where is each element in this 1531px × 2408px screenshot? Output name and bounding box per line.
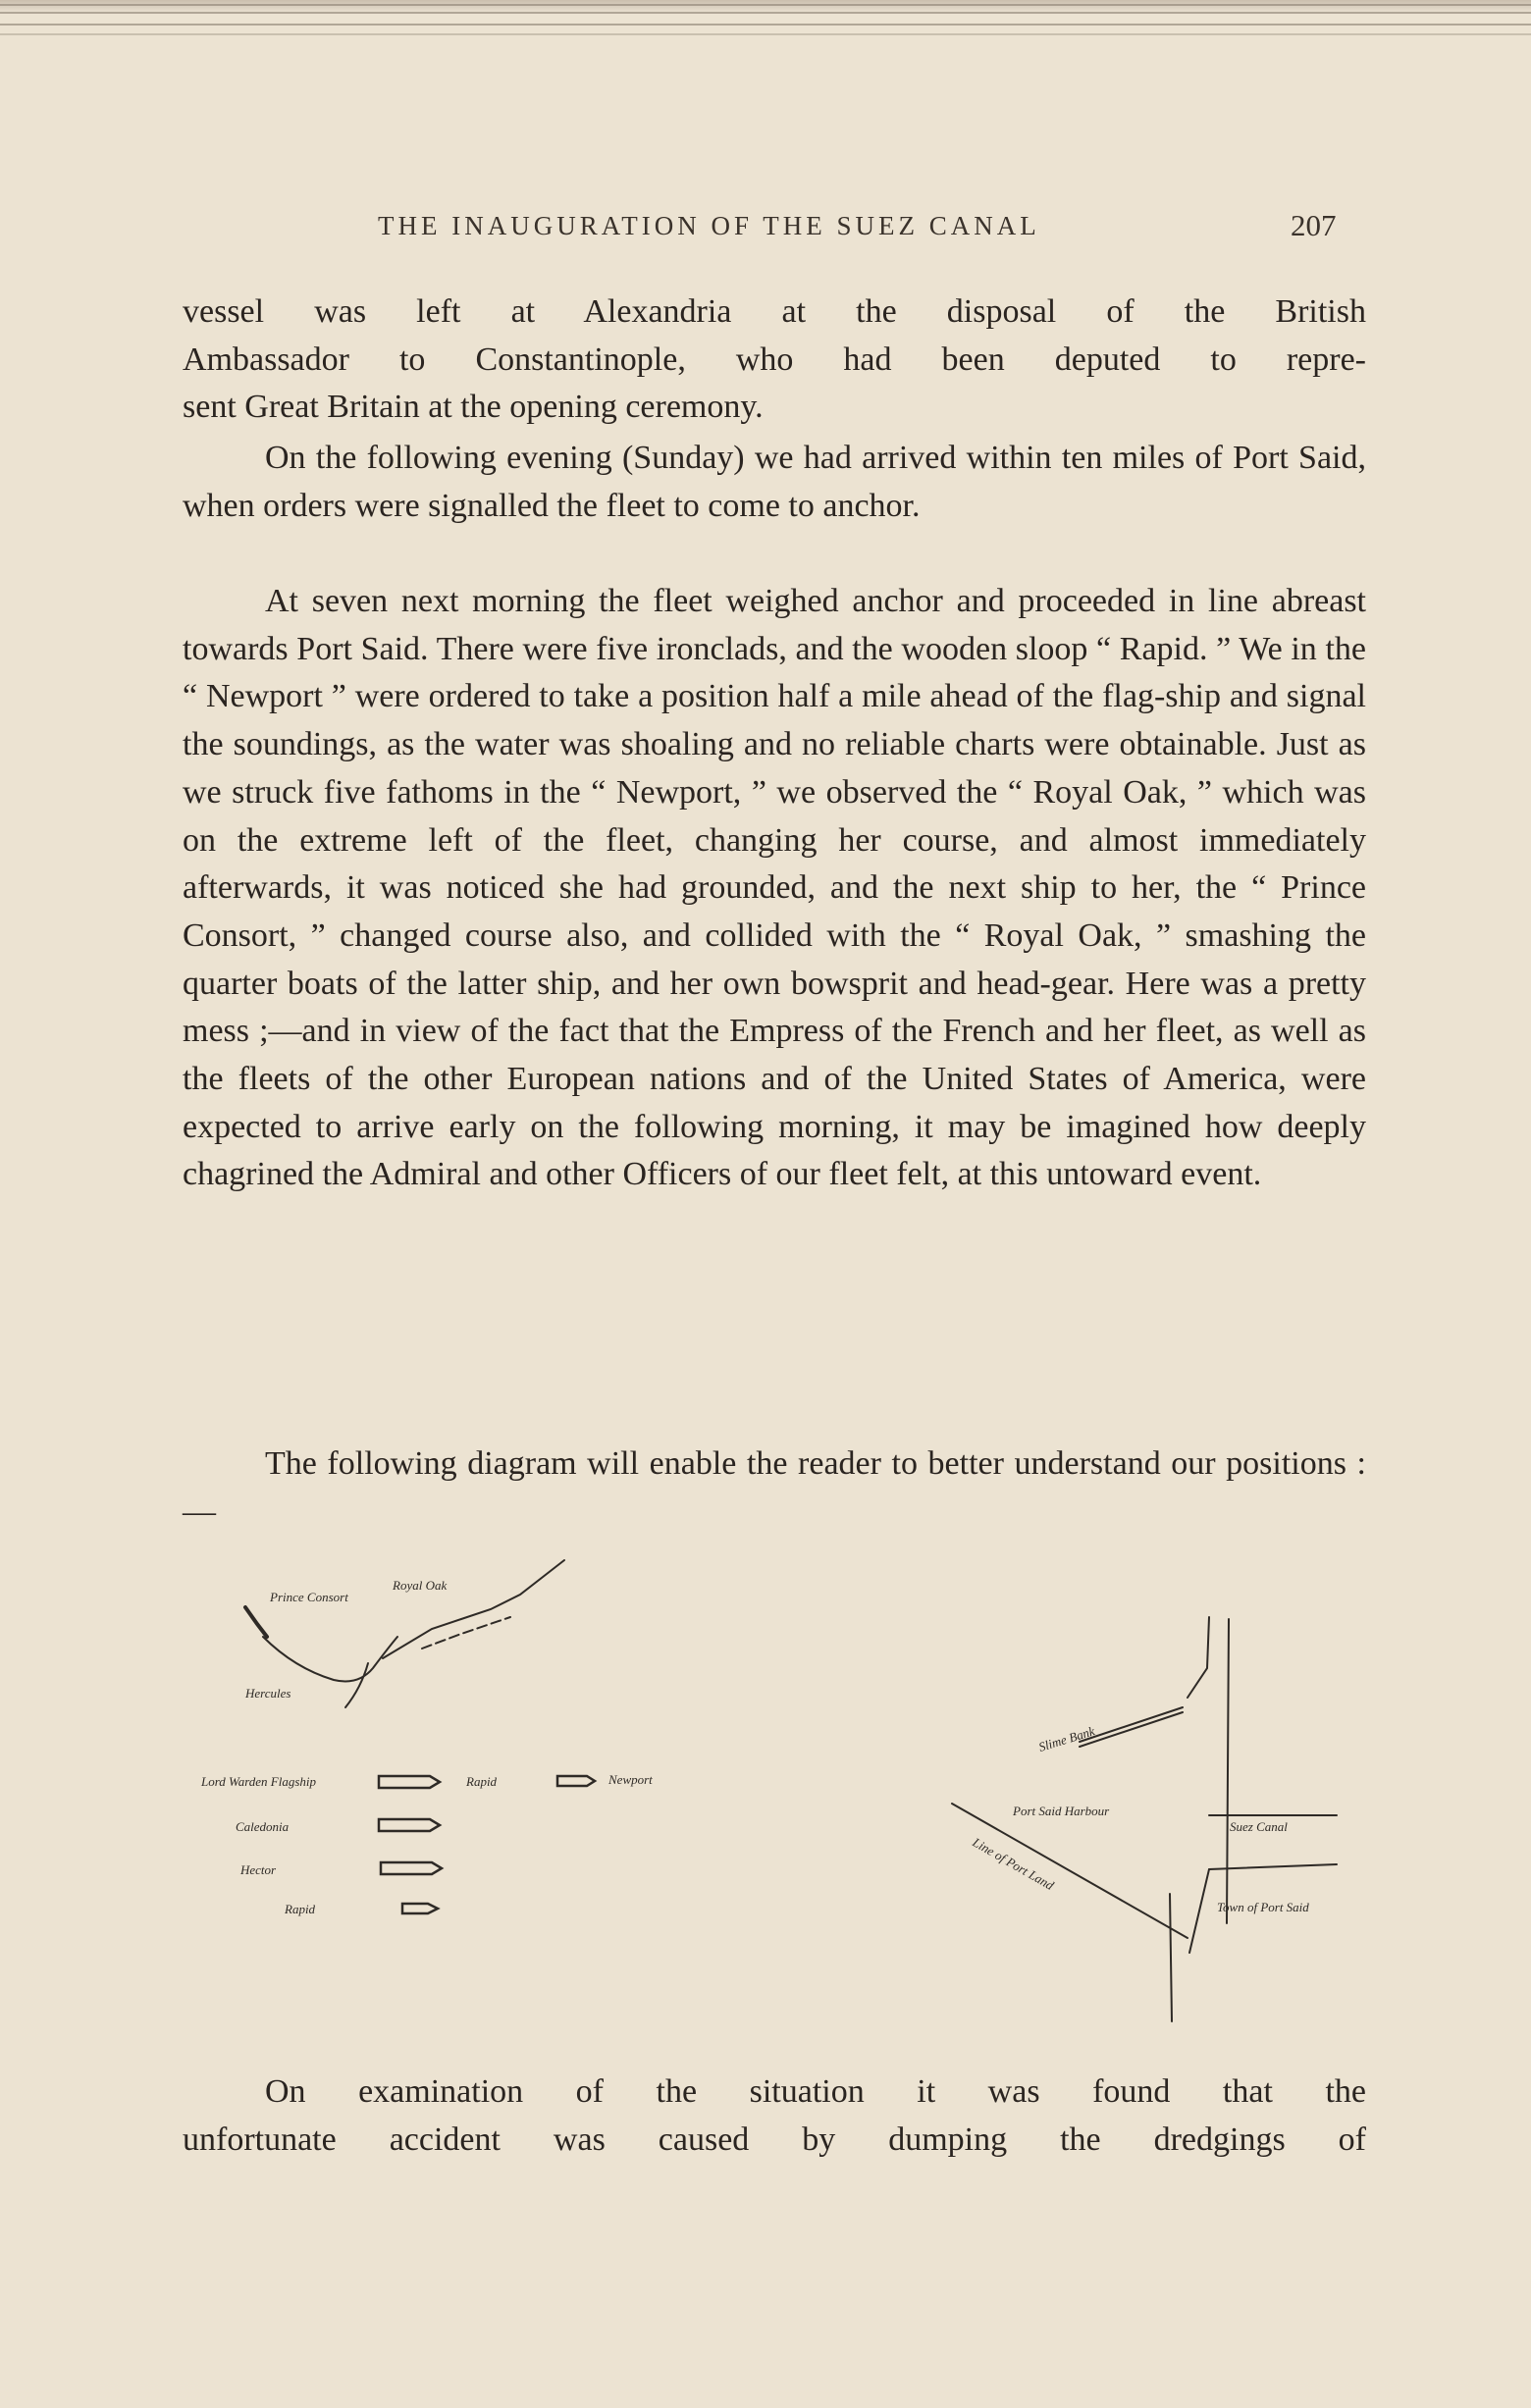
jetty-line bbox=[1189, 1869, 1209, 1953]
ship-track-line bbox=[383, 1560, 564, 1658]
diagram-label-hercules: Hercules bbox=[245, 1686, 291, 1701]
caledonia-icon bbox=[379, 1819, 440, 1831]
diagram-label-prince-consort: Prince Consort bbox=[270, 1590, 348, 1604]
paragraph-text: At seven next morning the fleet weighed anchor and proceeded in line abreast towards Port Said. There were five ironclads, and the wooden sloop “ Rapid. ” We in the “ Newport ” were ordered to take a position half a mile ahead of the flag-ship and signal the soundings, as the water was shoaling and no reliable charts were obtainable. Just as we struck five fathoms in the “ Newport, ” we observed the “ Royal Oak, ” which was on the extreme left of the fleet, changing her course, and almost immediately afterwards, it was noticed she had grounded, and the next ship to her, the “ Prince Consort, ” changed course also, and collided with the “ Royal Oak, ” smashing the quarter boats of the latter ship, and her own bowsprit and head-gear. Here was a pretty mess ;—and in view of the fact that the Empress of the French and her fleet, as well as the fleets of the other European nations and of the United States of America, were expected to arrive early on the following morning, it may be imagined how deeply chagrined the Admiral and other Officers of our fleet felt, at this untoward event. bbox=[183, 583, 1366, 1193]
diagram-label-canal: Suez Canal bbox=[1230, 1819, 1288, 1834]
slime-bank-lines bbox=[1080, 1707, 1183, 1747]
fleet-label-hector: Hector bbox=[240, 1862, 277, 1877]
diagram-label-jetty: Town of Port Said bbox=[1217, 1900, 1309, 1914]
royal-oak-mark bbox=[245, 1607, 267, 1637]
text-line: sent Great Britain at the opening ceremony. bbox=[183, 389, 764, 425]
diagram-label-royal-oak: Royal Oak bbox=[393, 1578, 448, 1593]
fleet-label-rapid: Rapid bbox=[285, 1902, 316, 1916]
ship-track-dashed bbox=[422, 1617, 510, 1649]
shore-line-vertical bbox=[1227, 1619, 1229, 1923]
ship-track-curve bbox=[263, 1637, 397, 1682]
flagship-icon bbox=[379, 1776, 440, 1788]
newport-icon bbox=[557, 1776, 595, 1786]
text-line: Ambassador to Constantinople, who had been deputed to repre- bbox=[183, 340, 1366, 378]
text-line: unfortunate accident was caused by dumping the dredgings of bbox=[183, 2120, 1366, 2158]
fleet-label-caledonia: Caledonia bbox=[236, 1819, 290, 1834]
jetty-horizontal bbox=[1209, 1864, 1337, 1869]
breakwater-line bbox=[952, 1804, 1188, 1938]
grounding-sketch bbox=[244, 1560, 564, 1707]
ship-track-loop bbox=[345, 1663, 368, 1707]
page-number: 207 bbox=[1291, 208, 1337, 242]
rapid-icon bbox=[402, 1904, 438, 1913]
fleet-label-flagship: Lord Warden Flagship bbox=[201, 1774, 317, 1789]
port-said-sketch bbox=[952, 1617, 1337, 2021]
lower-shore-line bbox=[1170, 1894, 1172, 2021]
hector-icon bbox=[381, 1862, 442, 1874]
paragraph-text: The following diagram will enable the reader to better understand our positions :— bbox=[183, 1445, 1366, 1530]
paragraph-text: On the following evening (Sunday) we had arrived within ten miles of Port Said, when orders were signalled the fleet to come to anchor. bbox=[183, 440, 1366, 524]
diagram-label-slime-bank: Slime Bank bbox=[1036, 1723, 1097, 1754]
text-line: On examination of the situation it was found that the bbox=[265, 2073, 1366, 2110]
slime-bank-edge bbox=[1188, 1617, 1209, 1698]
diagram-label-harbour: Port Said Harbour bbox=[1013, 1804, 1110, 1818]
paragraph-5 bbox=[183, 2068, 1366, 2164]
fleet-label-rapid-top: Rapid bbox=[466, 1774, 498, 1789]
text-line: vessel was left at Alexandria at the disposal of the British bbox=[183, 293, 1366, 330]
fleet-label-newport: Newport bbox=[608, 1772, 653, 1787]
diagram-label-shore: Line of Port Land bbox=[970, 1834, 1057, 1894]
running-title: THE INAUGURATION OF THE SUEZ CANAL bbox=[378, 211, 1040, 240]
fleet-line-abreast bbox=[200, 1772, 653, 1916]
